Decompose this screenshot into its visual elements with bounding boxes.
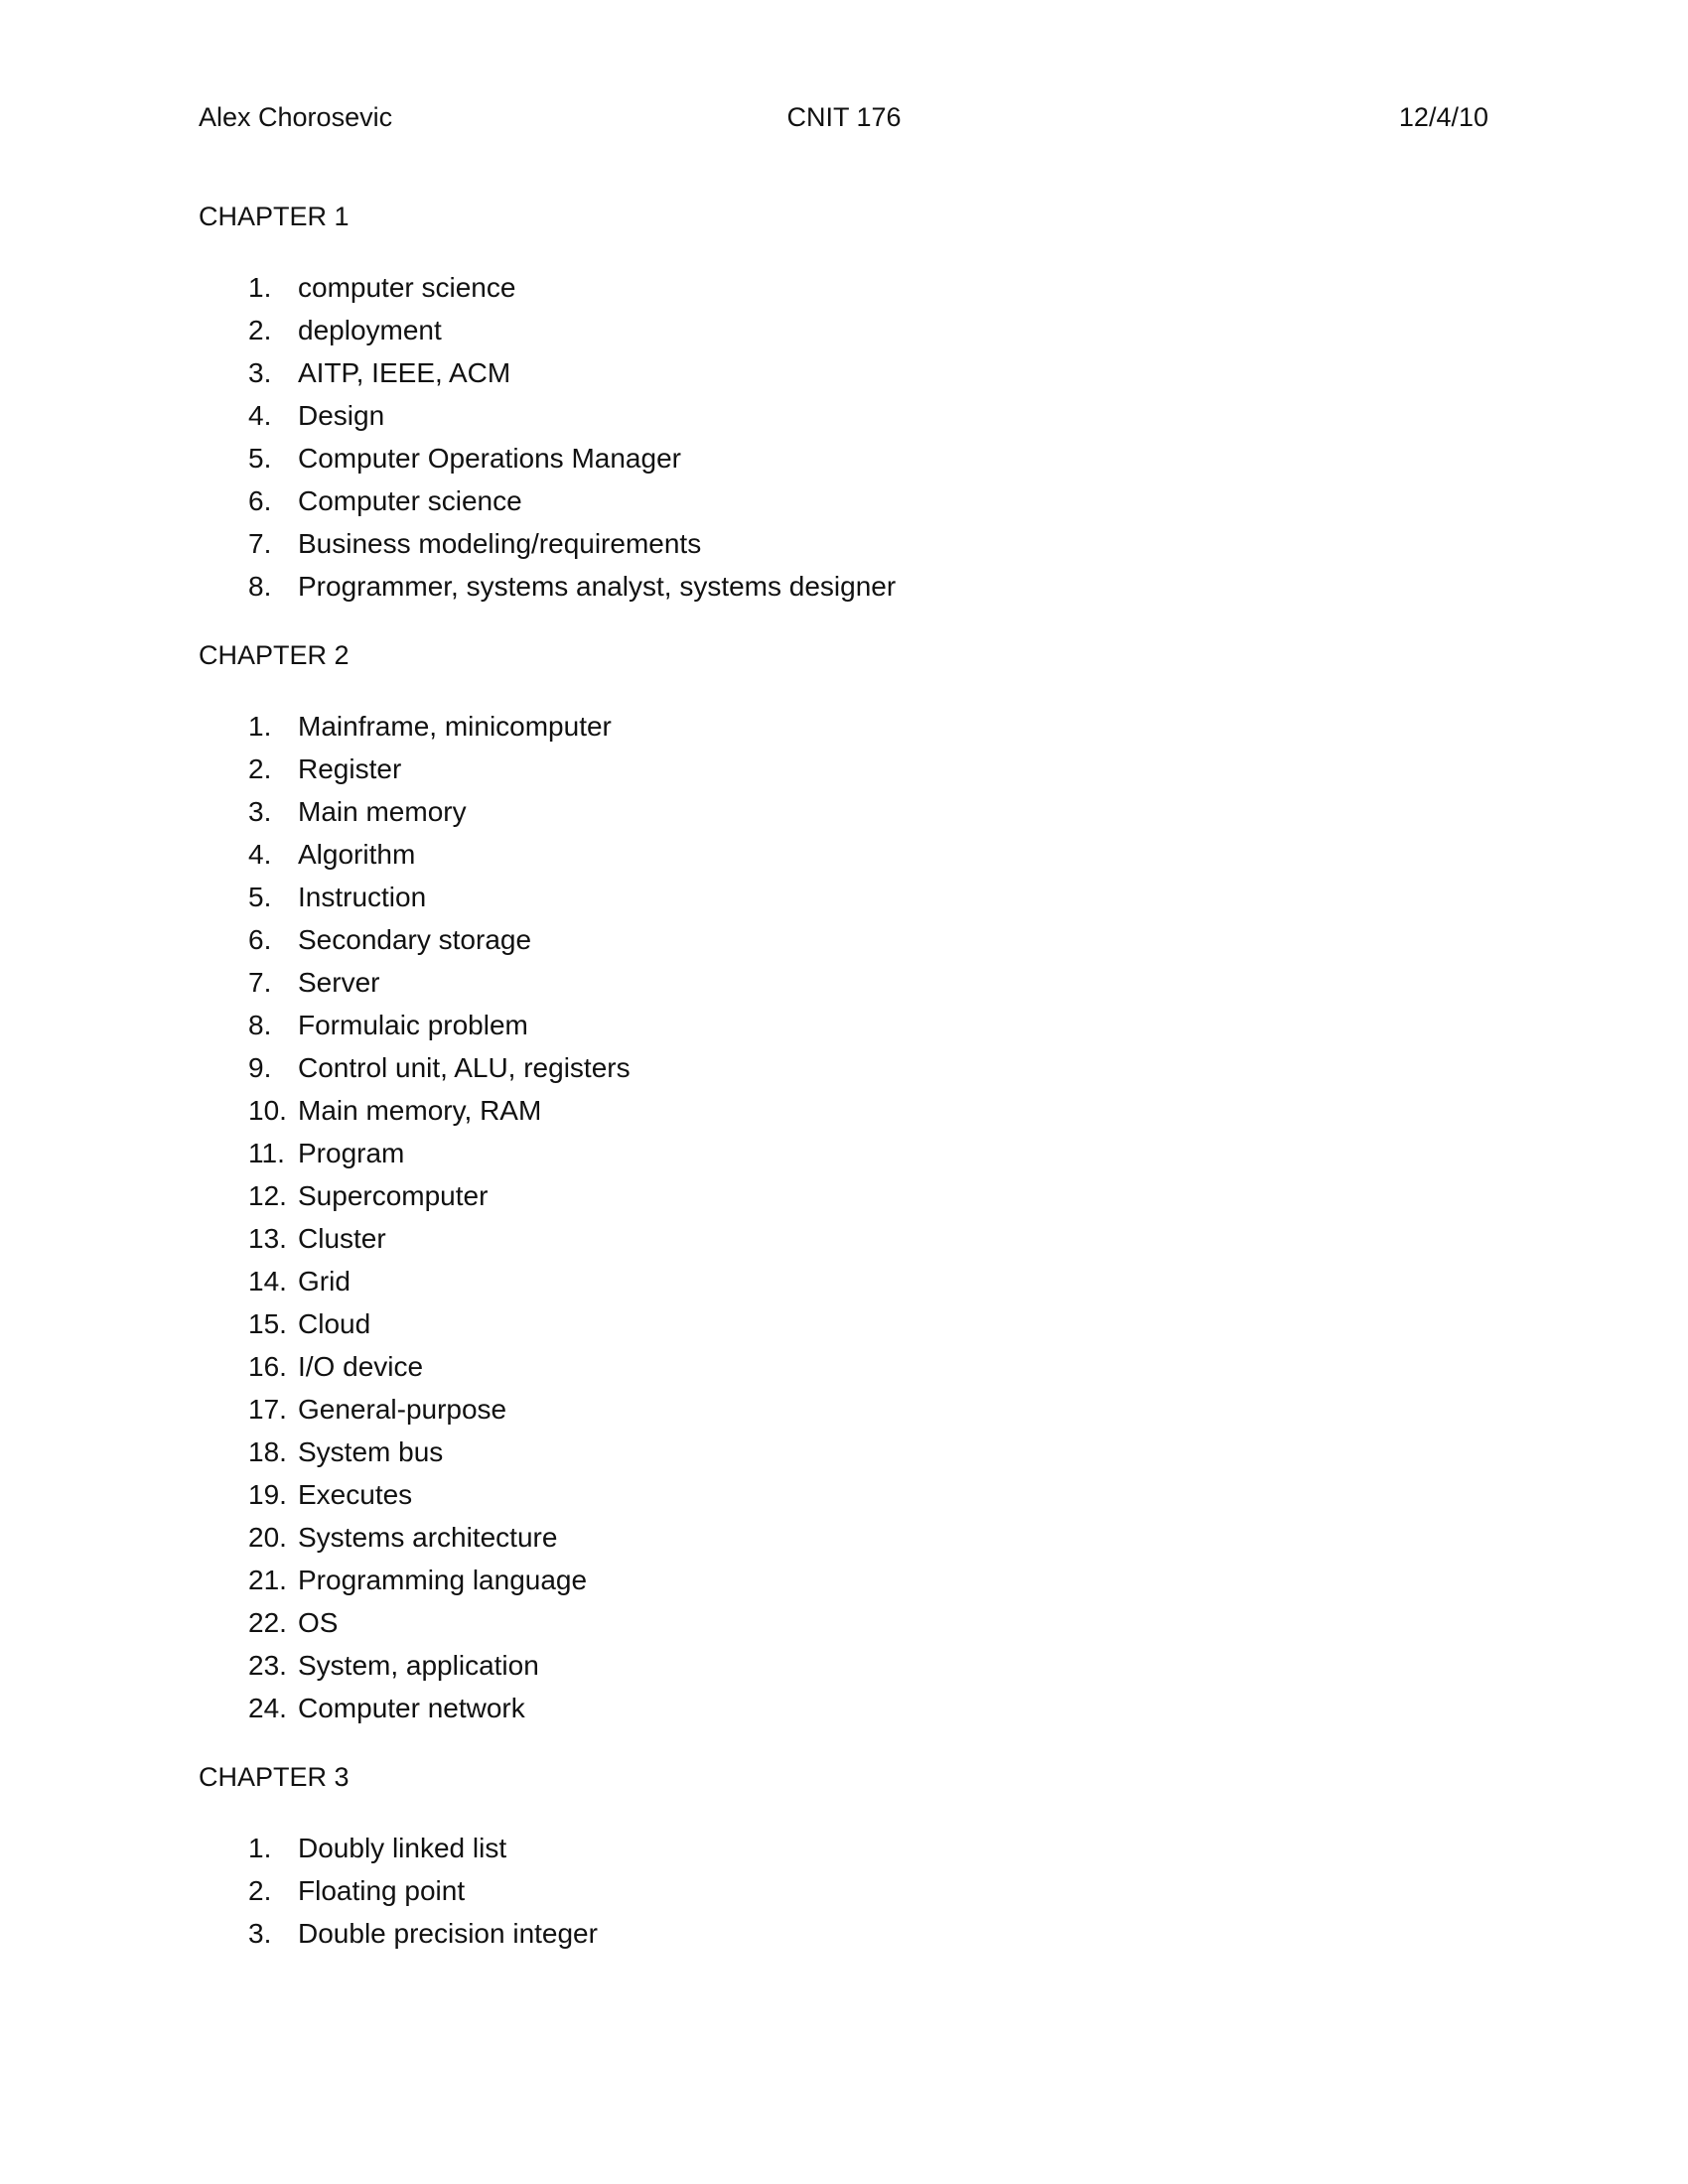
list-item bbox=[199, 522, 1489, 565]
item-number: 23. bbox=[248, 1650, 287, 1681]
item-answer: Programmer, systems analyst, systems designer bbox=[298, 571, 897, 602]
item-answer: deployment bbox=[298, 315, 442, 345]
item-answer: computer science bbox=[298, 272, 516, 303]
item-answer: AITP, IEEE, ACM bbox=[298, 357, 511, 388]
header-date: 12/4/10 bbox=[1398, 102, 1488, 132]
list-item bbox=[199, 1345, 1489, 1388]
list-item bbox=[199, 1174, 1489, 1217]
list-item bbox=[199, 748, 1489, 790]
list-item bbox=[199, 1431, 1489, 1473]
list-item bbox=[199, 351, 1489, 394]
list-item bbox=[199, 437, 1489, 479]
list-item bbox=[199, 705, 1489, 748]
item-number: 4. bbox=[248, 400, 272, 431]
item-number: 8. bbox=[248, 1010, 272, 1040]
answer-list bbox=[199, 705, 1489, 1729]
item-number: 22. bbox=[248, 1607, 287, 1638]
item-answer: Main memory bbox=[298, 796, 467, 827]
item-number: 5. bbox=[248, 882, 272, 912]
item-answer: I/O device bbox=[298, 1351, 424, 1382]
item-answer: Floating point bbox=[298, 1875, 466, 1906]
item-answer: Program bbox=[298, 1138, 405, 1168]
answer-list bbox=[199, 266, 1489, 608]
item-answer: Mainframe, minicomputer bbox=[298, 711, 612, 742]
item-answer: Supercomputer bbox=[298, 1180, 489, 1211]
chapter-heading: CHAPTER 2 bbox=[199, 640, 350, 670]
list-item bbox=[199, 1132, 1489, 1174]
list-item bbox=[199, 1217, 1489, 1260]
item-number: 12. bbox=[248, 1180, 287, 1211]
chapter-section bbox=[199, 635, 1489, 1729]
item-number: 8. bbox=[248, 571, 272, 602]
item-answer: Instruction bbox=[298, 882, 427, 912]
item-answer: Secondary storage bbox=[298, 924, 532, 955]
item-answer: Double precision integer bbox=[298, 1918, 598, 1949]
chapter-section bbox=[199, 1757, 1489, 1955]
header-course: CNIT 176 bbox=[786, 102, 902, 132]
item-number: 7. bbox=[248, 528, 272, 559]
list-item bbox=[199, 961, 1489, 1004]
item-answer: Cluster bbox=[298, 1223, 386, 1254]
document-body bbox=[199, 197, 1489, 1982]
list-item bbox=[199, 918, 1489, 961]
chapter-heading: CHAPTER 3 bbox=[199, 1762, 350, 1792]
list-item bbox=[199, 1089, 1489, 1132]
item-answer: Main memory, RAM bbox=[298, 1095, 542, 1126]
item-number: 16. bbox=[248, 1351, 287, 1382]
item-number: 7. bbox=[248, 967, 272, 998]
list-item bbox=[199, 1869, 1489, 1912]
item-number: 4. bbox=[248, 839, 272, 870]
item-answer: General-purpose bbox=[298, 1394, 507, 1425]
item-answer: Computer Operations Manager bbox=[298, 443, 681, 474]
item-answer: System bus bbox=[298, 1436, 444, 1467]
item-number: 3. bbox=[248, 1918, 272, 1949]
list-item bbox=[199, 1827, 1489, 1869]
item-number: 11. bbox=[248, 1138, 285, 1168]
list-item bbox=[199, 1473, 1489, 1516]
item-number: 1. bbox=[248, 711, 272, 742]
item-answer: Grid bbox=[298, 1266, 351, 1297]
list-item bbox=[199, 1004, 1489, 1046]
item-answer: Register bbox=[298, 753, 402, 784]
list-item bbox=[199, 565, 1489, 608]
list-item bbox=[199, 1559, 1489, 1601]
item-number: 2. bbox=[248, 1875, 272, 1906]
item-number: 2. bbox=[248, 315, 272, 345]
header-author: Alex Chorosevic bbox=[199, 102, 393, 132]
item-number: 9. bbox=[248, 1052, 272, 1083]
list-item bbox=[199, 790, 1489, 833]
list-item bbox=[199, 394, 1489, 437]
item-answer: Control unit, ALU, registers bbox=[298, 1052, 631, 1083]
item-answer: Cloud bbox=[298, 1308, 371, 1339]
list-item bbox=[199, 1601, 1489, 1644]
item-answer: Algorithm bbox=[298, 839, 416, 870]
list-item bbox=[199, 1260, 1489, 1302]
item-answer: Systems architecture bbox=[298, 1522, 558, 1553]
item-answer: Doubly linked list bbox=[298, 1833, 507, 1863]
item-number: 3. bbox=[248, 357, 272, 388]
list-item bbox=[199, 833, 1489, 876]
list-item bbox=[199, 1302, 1489, 1345]
item-number: 21. bbox=[248, 1565, 287, 1595]
item-answer: Formulaic problem bbox=[298, 1010, 528, 1040]
chapter-heading: CHAPTER 1 bbox=[199, 202, 350, 231]
item-number: 1. bbox=[248, 1833, 272, 1863]
item-number: 14. bbox=[248, 1266, 287, 1297]
item-number: 2. bbox=[248, 753, 272, 784]
item-number: 24. bbox=[248, 1693, 287, 1723]
item-answer: Executes bbox=[298, 1479, 413, 1510]
item-number: 17. bbox=[248, 1394, 287, 1425]
item-number: 1. bbox=[248, 272, 272, 303]
item-number: 10. bbox=[248, 1095, 287, 1126]
list-item bbox=[199, 479, 1489, 522]
item-number: 19. bbox=[248, 1479, 287, 1510]
list-item bbox=[199, 266, 1489, 309]
list-item bbox=[199, 1687, 1489, 1729]
item-answer: Programming language bbox=[298, 1565, 588, 1595]
list-item bbox=[199, 309, 1489, 351]
list-item bbox=[199, 1046, 1489, 1089]
item-answer: Business modeling/requirements bbox=[298, 528, 702, 559]
item-number: 6. bbox=[248, 485, 272, 516]
item-number: 3. bbox=[248, 796, 272, 827]
item-answer: Computer science bbox=[298, 485, 522, 516]
list-item bbox=[199, 1388, 1489, 1431]
item-answer: OS bbox=[298, 1607, 339, 1638]
item-number: 15. bbox=[248, 1308, 287, 1339]
list-item bbox=[199, 1516, 1489, 1559]
item-number: 13. bbox=[248, 1223, 287, 1254]
item-number: 20. bbox=[248, 1522, 287, 1553]
list-item bbox=[199, 1912, 1489, 1955]
list-item bbox=[199, 1644, 1489, 1687]
item-number: 6. bbox=[248, 924, 272, 955]
item-answer: Design bbox=[298, 400, 385, 431]
item-answer: System, application bbox=[298, 1650, 539, 1681]
answer-list bbox=[199, 1827, 1489, 1955]
list-item bbox=[199, 876, 1489, 918]
chapter-section bbox=[199, 197, 1489, 608]
item-number: 5. bbox=[248, 443, 272, 474]
item-answer: Server bbox=[298, 967, 380, 998]
item-answer: Computer network bbox=[298, 1693, 525, 1723]
item-number: 18. bbox=[248, 1436, 287, 1467]
